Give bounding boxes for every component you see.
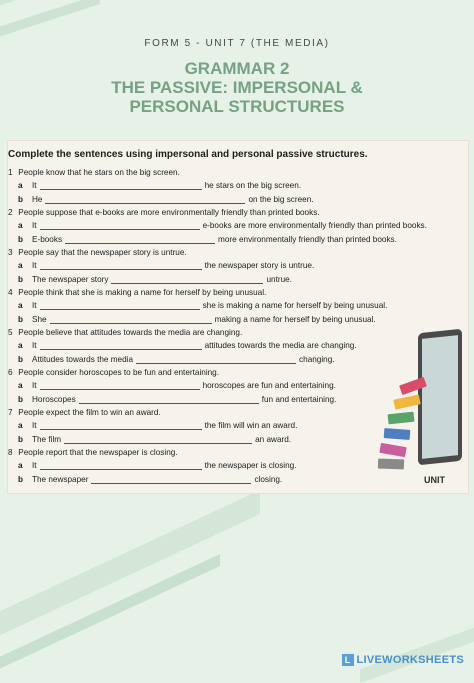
answer-line-a: a It attitudes towards the media are changing. [18, 341, 357, 350]
answer-blank[interactable] [40, 268, 202, 270]
answer-line-a: a It e-books are more environmentally friendly than printed books. [18, 221, 427, 230]
question-7 [8, 407, 463, 447]
question-prompt: 2 People suppose that e-books are more environmentally friendly than printed books. [8, 208, 320, 217]
question-prompt: 4 People think that she is making a name for herself by being unusual. [8, 288, 267, 297]
question-6 [8, 367, 463, 407]
worksheet-scan [8, 141, 468, 493]
unit-kicker: FORM 5 - UNIT 7 (THE MEDIA) [144, 38, 330, 49]
answer-blank[interactable] [65, 242, 215, 244]
answer-blank[interactable] [45, 202, 245, 204]
question-3 [8, 247, 463, 287]
answer-line-b: b Attitudes towards the media changing. [18, 355, 335, 364]
question-prompt: 6 People consider horoscopes to be fun and entertaining. [8, 368, 220, 377]
logo-icon: L [342, 654, 354, 666]
exercise-list [8, 167, 463, 487]
answer-blank[interactable] [40, 188, 202, 190]
question-5 [8, 327, 463, 367]
question-1 [8, 167, 463, 207]
title-line-2: THE PASSIVE: IMPERSONAL & [111, 78, 363, 97]
answer-line-a: a It the newspaper is closing. [18, 461, 297, 470]
answer-line-b: b He on the big screen. [18, 195, 314, 204]
question-2 [8, 207, 463, 247]
answer-line-b: b She making a name for herself by being unusual. [18, 315, 376, 324]
question-prompt: 5 People believe that attitudes towards the media are changing. [8, 328, 243, 337]
answer-blank[interactable] [111, 282, 263, 284]
title-line-3: PERSONAL STRUCTURES [129, 97, 345, 116]
question-4 [8, 287, 463, 327]
answer-line-b: b The newspaper story untrue. [18, 275, 292, 284]
background-stripe [0, 490, 260, 654]
answer-blank[interactable] [91, 482, 251, 484]
question-prompt: 7 People expect the film to win an award. [8, 408, 161, 417]
answer-line-a: a It the newspaper story is untrue. [18, 261, 315, 270]
background-stripe [360, 611, 474, 683]
question-prompt: 3 People say that the newspaper story is untrue. [8, 248, 187, 257]
answer-line-b: b Horoscopes fun and entertaining. [18, 395, 337, 404]
answer-blank[interactable] [40, 308, 200, 310]
question-prompt: 1 People know that he stars on the big screen. [8, 168, 180, 177]
answer-blank[interactable] [79, 402, 259, 404]
answer-blank[interactable] [50, 322, 212, 324]
answer-blank[interactable] [40, 228, 200, 230]
answer-line-a: a It she is making a name for herself by being unusual. [18, 301, 388, 310]
answer-blank[interactable] [40, 468, 202, 470]
answer-line-b: b The film an award. [18, 435, 292, 444]
question-prompt: 8 People report that the newspaper is closing. [8, 448, 178, 457]
answer-line-a: a It horoscopes are fun and entertaining. [18, 381, 336, 390]
unit-label: UNIT [424, 475, 445, 485]
answer-blank[interactable] [40, 348, 202, 350]
answer-line-a: a It he stars on the big screen. [18, 181, 302, 190]
answer-line-a: a It the film will win an award. [18, 421, 298, 430]
answer-line-b: b The newspaper closing. [18, 475, 283, 484]
answer-blank[interactable] [136, 362, 296, 364]
title-line-1: GRAMMAR 2 [184, 59, 290, 78]
page-header [0, 38, 474, 116]
answer-line-b: b E-books more environmentally friendly than printed books. [18, 235, 397, 244]
answer-blank[interactable] [40, 388, 200, 390]
question-8 [8, 447, 463, 487]
answer-blank[interactable] [40, 428, 202, 430]
liveworksheets-logo[interactable] [342, 654, 465, 666]
answer-blank[interactable] [64, 442, 252, 444]
logo-text: LIVEWORKSHEETS [356, 654, 464, 666]
instructions: Complete the sentences using impersonal and personal passive structures. [8, 149, 368, 160]
